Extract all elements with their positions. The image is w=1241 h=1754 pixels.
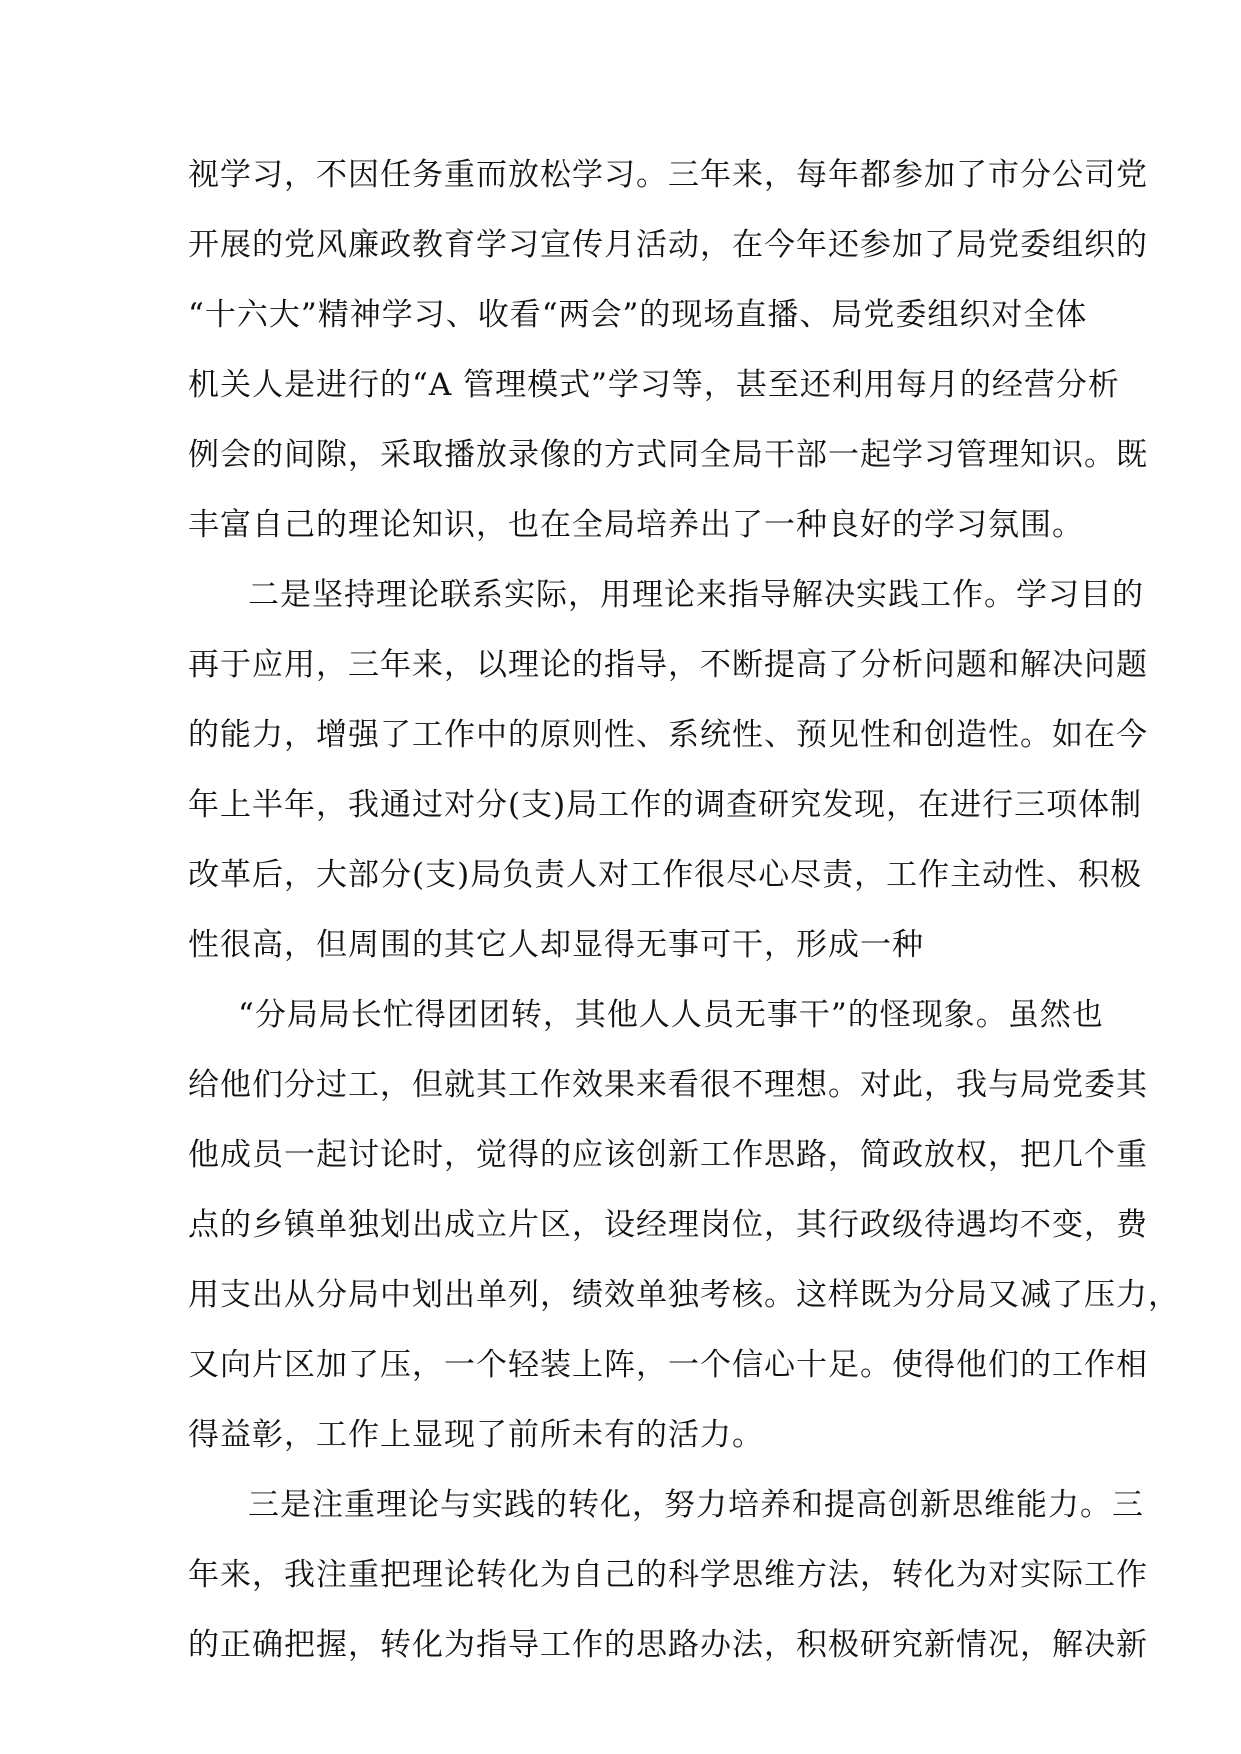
text-line: 性很高，但周围的其它人却显得无事可干，形成一种 xyxy=(188,927,924,963)
text-line: 再于应用，三年来，以理论的指导，不断提高了分析问题和解决问题 xyxy=(188,647,1148,683)
paragraph-start-line: 三是注重理论与实践的转化，努力培养和提高创新思维能力。三 xyxy=(248,1487,1144,1523)
text-line: 视学习，不因任务重而放松学习。三年来，每年都参加了市分公司党 xyxy=(188,157,1148,193)
text-line: 得益彰，工作上显现了前所未有的活力。 xyxy=(188,1417,764,1453)
text-line: 给他们分过工，但就其工作效果来看很不理想。对此，我与局党委其 xyxy=(188,1067,1148,1103)
text-line: 的正确把握，转化为指导工作的思路办法，积极研究新情况，解决新 xyxy=(188,1627,1148,1663)
text-line: 机关人是进行的“A 管理模式”学习等，甚至还利用每月的经营分析 xyxy=(188,367,1120,403)
text-line: 点的乡镇单独划出成立片区，设经理岗位，其行政级待遇均不变，费 xyxy=(188,1207,1148,1243)
text-line: 用支出从分局中划出单列，绩效单独考核。这样既为分局又减了压力， xyxy=(188,1277,1180,1313)
text-line: 年上半年，我通过对分(支)局工作的调查研究发现，在进行三项体制 xyxy=(188,787,1143,823)
paragraph-start-line: 二是坚持理论联系实际，用理论来指导解决实践工作。学习目的 xyxy=(248,577,1144,613)
text-line: 例会的间隙，采取播放录像的方式同全局干部一起学习管理知识。既 xyxy=(188,437,1148,473)
text-line: 又向片区加了压，一个轻装上阵，一个信心十足。使得他们的工作相 xyxy=(188,1347,1148,1383)
text-line: 年来，我注重把理论转化为自己的科学思维方法，转化为对实际工作 xyxy=(188,1557,1148,1593)
text-line: 开展的党风廉政教育学习宣传月活动，在今年还参加了局党委组织的 xyxy=(188,227,1148,263)
text-line: 丰富自己的理论知识，也在全局培养出了一种良好的学习氛围。 xyxy=(188,507,1084,543)
text-line: 他成员一起讨论时，觉得的应该创新工作思路，简政放权，把几个重 xyxy=(188,1137,1148,1173)
text-line: 改革后，大部分(支)局负责人对工作很尽心尽责，工作主动性、积极 xyxy=(188,857,1143,893)
text-line: 的能力，增强了工作中的原则性、系统性、预见性和创造性。如在今 xyxy=(188,717,1148,753)
paragraph-start-line: “分局局长忙得团团转，其他人人员无事干”的怪现象。虽然也 xyxy=(238,997,1104,1033)
body-text xyxy=(188,140,1180,1680)
text-line: “十六大”精神学习、收看“两会”的现场直播、局党委组织对全体 xyxy=(188,297,1088,333)
